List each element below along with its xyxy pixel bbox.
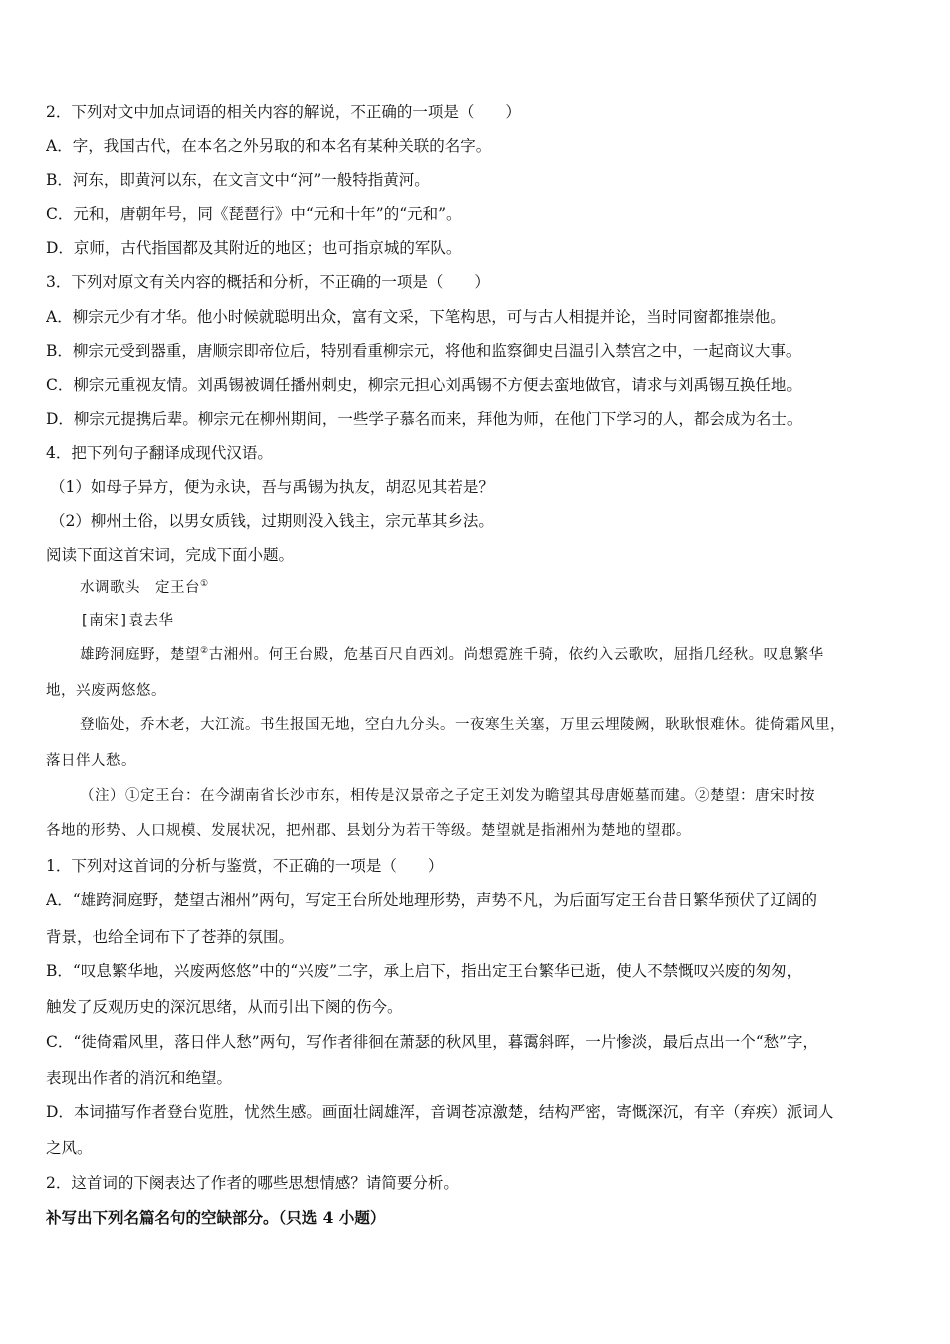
- poem-question-1-option-c-line-1: C．“徙倚霜风里，落日伴人愁”两句，写作者徘徊在萧瑟的秋风里，暮霭斜晖，一片惨淡，最后点出一个“愁”字，: [46, 1033, 819, 1051]
- poem-title-text: 水调歌头 定王台: [80, 580, 200, 596]
- poem-note-line-2: 各地的形势、人口规模、发展状况，把州郡、县划分为若干等级。楚望就是指湘州为楚地的望郡。: [46, 823, 691, 839]
- question-2-option-a: A．字，我国古代，在本名之外另取的和本名有某种关联的名字。: [46, 137, 492, 155]
- poem-note-line-1: （注）①定王台：在今湖南省长沙市东，相传是汉景帝之子定王刘发为瞻望其母唐姬墓而建。②楚望：唐宋时按: [80, 788, 815, 804]
- poem-question-2-stem: 2．这首词的下阕表达了作者的哪些思想情感？请简要分析。: [46, 1174, 459, 1192]
- poem-intro: 阅读下面这首宋词，完成下面小题。: [46, 546, 295, 564]
- poem-stanza-1-line-2: 地，兴废两悠悠。: [46, 683, 166, 699]
- poem-question-1-option-b-line-2: 触发了反观历史的深沉思绪，从而引出下阕的伤今。: [46, 998, 403, 1016]
- question-3-option-c: C．柳宗元重视友情。刘禹锡被调任播州刺史，柳宗元担心刘禹锡不方便去蛮地做官，请求与刘禹锡互换任地。: [46, 376, 802, 394]
- question-4-sentence-1: （1）如母子异方，便为永诀，吾与禹锡为执友，胡忍见其若是？: [50, 478, 494, 496]
- poem-author: [南宋]袁去华: [80, 613, 174, 629]
- poem-title: [80, 577, 920, 599]
- question-4-stem: 4．把下列句子翻译成现代汉语。: [46, 444, 273, 462]
- poem-stanza-1-text-b: 古湘州。何王台殿，危基百尺自西刘。尚想霓旌千骑，依约入云歌吹，屈指几经秋。叹息繁华: [208, 647, 824, 663]
- question-2-option-b: B．河东，即黄河以东，在文言文中“河”一般特指黄河。: [46, 171, 430, 189]
- poem-question-1-option-d-line-2: 之风。: [46, 1139, 93, 1157]
- poem-question-1-option-b-line-1: B．“叹息繁华地，兴废两悠悠”中的“兴废”二字，承上启下，指出定王台繁华已逝，使人不禁慨叹兴废的匆匆，: [46, 962, 803, 980]
- question-2-option-c: C．元和，唐朝年号，同《琵琶行》中“元和十年”的“元和”。: [46, 205, 462, 223]
- question-4-sentence-2: （2）柳州土俗，以男女质钱，过期则没入钱主，宗元革其乡法。: [50, 512, 494, 530]
- poem-title-footnote-mark: ①: [200, 579, 209, 590]
- poem-stanza-1-text-a: 雄跨洞庭野，楚望: [80, 647, 200, 663]
- poem-stanza-2-line-1: 登临处，乔木老，大江流。书生报国无地，空白九分头。一夜寒生关塞，万里云埋陵阙，耿耿恨难休。徙倚霜风里，: [80, 717, 845, 733]
- poem-question-1-option-c-line-2: 表现出作者的消沉和绝望。: [46, 1069, 233, 1087]
- poem-question-1-stem: 1．下列对这首词的分析与鉴赏，不正确的一项是（ ）: [46, 857, 444, 875]
- poem-question-1-option-a-line-2: 背景，也给全词布下了苍莽的氛围。: [46, 928, 295, 946]
- question-2-option-d: D．京师，古代指国都及其附近的地区；也可指京城的军队。: [46, 239, 462, 257]
- poem-stanza-2-line-2: 落日伴人愁。: [46, 753, 136, 769]
- section-heading-fill-in: 补写出下列名篇名句的空缺部分。（只选 4 小题）: [46, 1208, 386, 1227]
- poem-stanza-1-line-1: [80, 644, 920, 666]
- poem-question-1-option-a-line-1: A．“雄跨洞庭野，楚望古湘州”两句，写定王台所处地理形势，声势不凡，为后面写定王台昔日繁华预伏了辽阔的: [46, 891, 818, 909]
- question-3-option-d: D．柳宗元提携后辈。柳宗元在柳州期间，一些学子慕名而来，拜他为师，在他门下学习的人，都会成为名士。: [46, 410, 803, 428]
- poem-question-1-option-d-line-1: D．本词描写作者登台览胜，忧然生感。画面壮阔雄浑，音调苍凉激楚，结构严密，寄慨深沉，有辛（弃疾）派词人: [46, 1103, 834, 1121]
- question-2-stem: 2．下列对文中加点词语的相关内容的解说，不正确的一项是（ ）: [46, 103, 521, 121]
- question-3-option-b: B．柳宗元受到器重，唐顺宗即帝位后，特别看重柳宗元，将他和监察御史吕温引入禁宫之中，一起商议大事。: [46, 342, 802, 360]
- poem-footnote-mark-2: ②: [200, 646, 209, 657]
- question-3-stem: 3．下列对原文有关内容的概括和分析，不正确的一项是（ ）: [46, 273, 490, 291]
- question-3-option-a: A．柳宗元少有才华。他小时候就聪明出众，富有文采，下笔构思，可与古人相提并论，当时同窗都推崇他。: [46, 308, 786, 326]
